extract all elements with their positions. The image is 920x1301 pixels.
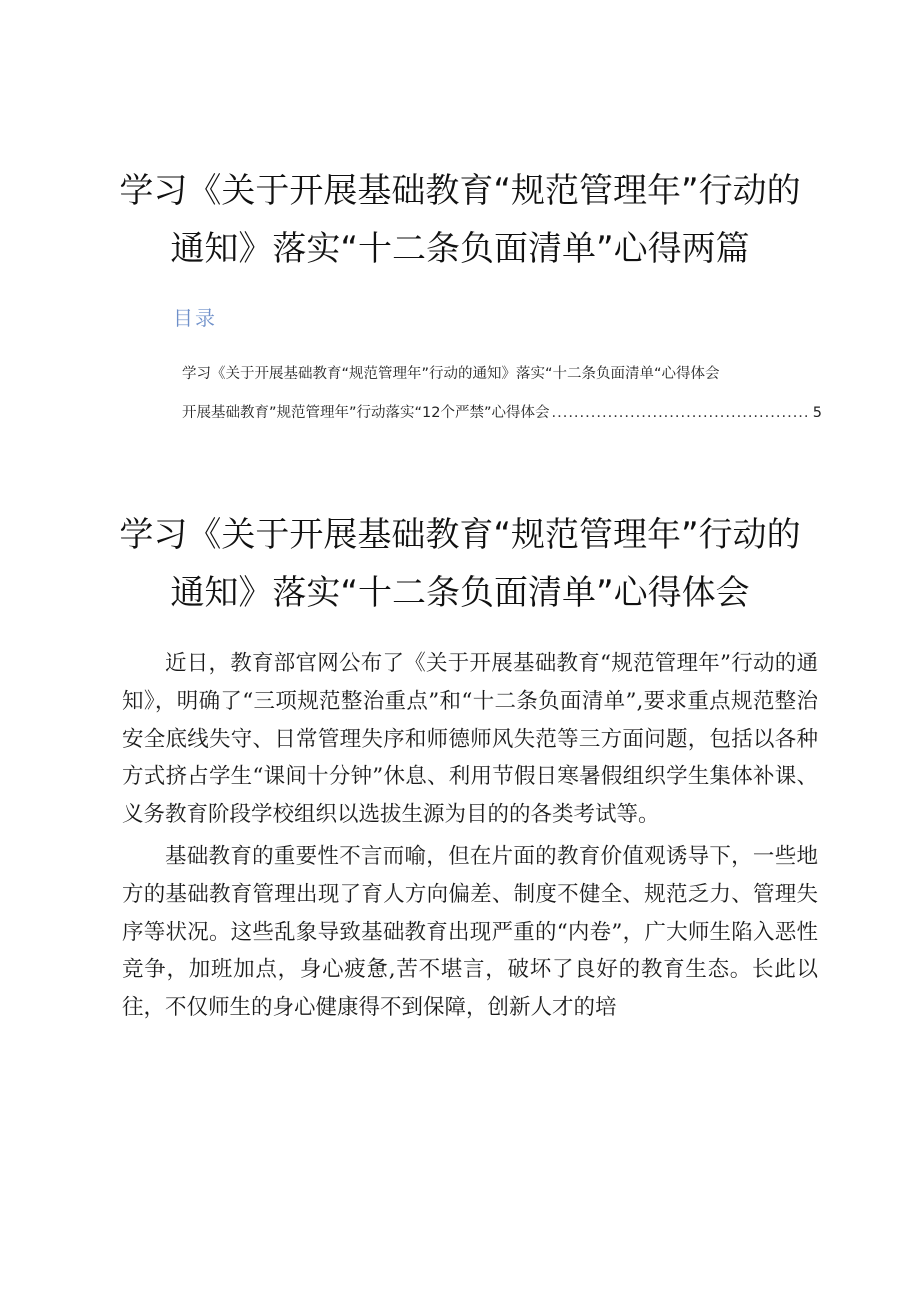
toc-entry-text: 开展基础教育”规范管理年”行动落实“12个严禁”心得体会 (182, 405, 550, 421)
section-body (122, 645, 818, 1031)
toc-entry-page: 5 (812, 405, 822, 421)
document-title-line-2: 通知》落实“十二条负面清单”心得两篇 (170, 229, 750, 269)
toc-dot-leader (552, 405, 811, 421)
document-title-line-1: 学习《关于开展基础教育“规范管理年”行动的 (119, 171, 801, 211)
toc-entry[interactable] (182, 401, 822, 422)
body-paragraph: 近日，教育部官网公布了《关于开展基础教育“规范管理年”行动的通知》，明确了“三项规范整治重点”和“十二条负面清单”,要求重点规范整治安全底线失守、日常管理失序和师德师风失范等三方面问题，包括以各种方式挤占学生“课间十分钟”休息、利用节假日寒暑假组织学生集体补课、义务教育阶段学校组织以选拔生源为目的的各类考试等。 (122, 651, 818, 828)
section-title-line-1: 学习《关于开展基础教育“规范管理年”行动的 (119, 515, 801, 555)
toc-entry[interactable] (182, 362, 720, 383)
document-title (80, 162, 840, 278)
toc-label: 目录 (173, 306, 217, 330)
section-title-line-2: 通知》落实“十二条负面清单”心得体会 (170, 573, 750, 613)
toc-entry-text: 学习《关于开展基础教育“规范管理年”行动的通知》落实“十二条负面清单“心得体会 (182, 366, 720, 382)
body-paragraph: 基础教育的重要性不言而喻，但在片面的教育价值观诱导下，一些地方的基础教育管理出现了育人方向偏差、制度不健全、规范乏力、管理失序等状况。这些乱象导致基础教育出现严重的“内卷”，广大师生陷入恶性竞争，加班加点，身心疲惫,苦不堪言，破坏了良好的教育生态。长此以往，不仅师生的身心健康得不到保障，创新人才的培 (122, 843, 818, 1021)
section-title (80, 506, 840, 622)
